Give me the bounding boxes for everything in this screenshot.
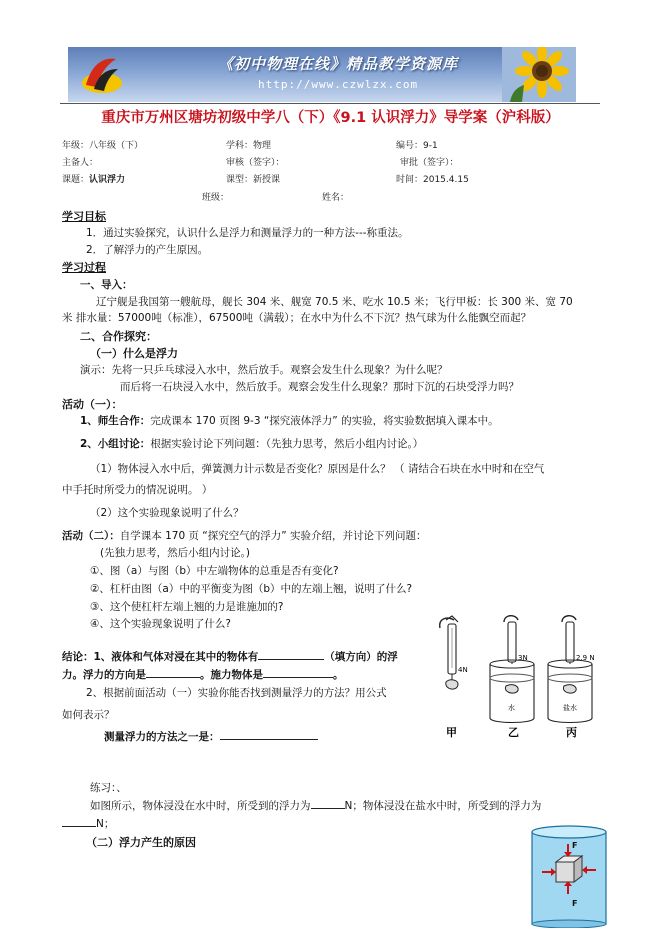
exercise-brine-force-blank[interactable] (62, 816, 96, 827)
conclusion-part-a: 结论：1、液体和气体对浸在其中的物体有 (62, 651, 259, 663)
conclusion-buoyancy-direction-blank[interactable] (146, 667, 200, 678)
question-2: （2）这个实验现象说明了什么？ (90, 507, 244, 519)
goals-heading: 学习目标 (62, 210, 106, 223)
activity-2 (62, 528, 427, 543)
method-line (104, 729, 318, 744)
intro-heading: 一、导入： (80, 279, 133, 291)
figure-label-bing: 丙 (566, 726, 577, 739)
liquid-label-water: 水 (508, 704, 515, 712)
meta-review: 审核（签字）： (226, 158, 285, 168)
section-what-is-buoyancy: （一）什么是浮力 (90, 347, 178, 360)
question-3-line-1: 2、根据前面活动（一）实验你能否找到测量浮力的方法？用公式 (86, 687, 387, 699)
demo-line-1: 演示：先将一只乒乓球浸入水中，然后放手。观察会发生什么现象？为什么呢？ (80, 364, 448, 376)
meta-class: 班级： (202, 193, 230, 203)
intro-line-2: 米 排水量：57000吨（标准），67500吨（满载）；在水中为什么不下沉？热气球为什么能飘空而起？ (62, 312, 532, 324)
demo-line-2: 而后将一石块浸入水中，然后放手。观察会发生什么现象？那时下沉的石块受浮力吗？ (120, 381, 519, 393)
activity-2-label: 活动（二）： (62, 530, 120, 542)
meta-approve: 审批（签字）： (400, 158, 459, 168)
site-logo-icon (76, 53, 128, 97)
coop-heading: 二、合作探究： (80, 330, 157, 343)
question-1-line-2: 中手托时所受力的情况说明。 ） (62, 484, 213, 496)
conclusion-part-b: （填方向）的浮 (324, 651, 398, 663)
scale-reading-brine: 2.9 N (576, 654, 595, 662)
intro-line-1: 辽宁舰是我国第一艘航母，舰长 304 米、舰宽 70.5 米、吃水 10.5 米；飞行甲板：长 300 米、宽 70 (96, 296, 573, 308)
exercise-line-1 (90, 798, 541, 813)
meta-topic-label: 课题： (62, 175, 90, 185)
scale-in-brine-group (548, 616, 595, 739)
exercise-water-force-blank[interactable] (311, 798, 345, 809)
meta-number: 编号：9-1 (396, 141, 438, 151)
banner-url[interactable]: http://www.czwlzx.com (258, 78, 419, 91)
activity-2-note: (先独力思考，然后小组内讨论。) (100, 547, 250, 559)
activity-1-item-2-text: 根据实验讨论下列问题：（先独力思考，然后小组内讨论。） (150, 438, 424, 450)
process-heading: 学习过程 (62, 261, 106, 274)
header-banner (68, 47, 576, 102)
activity-1-item-1-text: 完成课本 170 页图 9-3 “探究液体浮力” 的实验，将实验数据填入课本中。 (150, 415, 499, 427)
exercise-part-c: N； (96, 818, 115, 830)
activity-1-heading: 活动（一）： (62, 398, 123, 411)
activity-2-question: ③、这个使杠杆左端上翘的力是谁施加的? (90, 601, 284, 613)
sunflower-image-icon (502, 47, 576, 102)
meta-topic-value: 认识浮力 (89, 175, 126, 185)
conclusion-part-c: 力。浮力的方向是 (62, 669, 146, 681)
conclusion-line-2 (62, 667, 344, 682)
figure-label-jia: 甲 (446, 726, 457, 739)
force-bottom-label: F (572, 899, 578, 908)
activity-2-text: 自学课本 170 页 “探究空气的浮力” 实验介绍，并讨论下列问题： (119, 530, 427, 542)
goal-item: 1．通过实验探究，认识什么是浮力和测量浮力的一种方法---称重法。 (86, 227, 409, 239)
conclusion-part-e: 。 (333, 669, 344, 681)
document-title: 重庆市万州区塘坊初级中学八（下）《9.1 认识浮力》导学案（沪科版） (101, 110, 560, 126)
cube-pressure-figure (530, 822, 608, 928)
exercise-part-b: N；物体浸没在盐水中时，所受到的浮力为 (344, 800, 542, 812)
method-blank[interactable] (220, 729, 318, 740)
meta-preparer: 主备人： (62, 158, 99, 168)
scale-in-water-group (490, 616, 534, 739)
meta-time: 时间：2015.4.15 (396, 175, 469, 185)
exercise-part-a: 如图所示，物体浸没在水中时，所受到的浮力为 (90, 800, 311, 812)
scale-in-air-group (440, 616, 468, 739)
liquid-label-brine: 盐水 (563, 704, 577, 712)
meta-lesson-type: 课型：新授课 (226, 175, 281, 185)
question-3-line-2: 如何表示？ (62, 709, 115, 721)
meta-grade: 年级：八年级（下） (62, 141, 144, 151)
exercise-line-2 (62, 816, 114, 831)
meta-subject: 学科：物理 (226, 141, 272, 151)
activity-2-question: ④、这个实验现象说明了什么? (90, 618, 231, 630)
question-1-line-1: （1）物体浸入水中后，弹簧测力计示数是否变化？原因是什么？ （ 请结合石块在水中时和在空气 (90, 463, 545, 475)
goal-item: 2．了解浮力的产生原因。 (86, 244, 209, 256)
figure-label-yi: 乙 (508, 726, 519, 739)
scale-reading-air: 4N (458, 666, 468, 674)
activity-1-item-1-label: 1、师生合作： (80, 415, 151, 427)
header-rule (60, 103, 600, 104)
method-label: 测量浮力的方法之一是： (104, 731, 220, 743)
conclusion-direction-blank[interactable] (258, 649, 324, 660)
activity-1-item-2-label: 2、小组讨论： (80, 438, 151, 450)
scale-reading-water: 3N (518, 654, 528, 662)
conclusion-exerting-object-blank[interactable] (263, 667, 333, 678)
activity-1-item-2 (80, 436, 423, 451)
conclusion-line-1 (62, 649, 398, 664)
banner-title: 《初中物理在线》精品教学资源库 (218, 55, 459, 73)
meta-name: 姓名： (322, 193, 350, 203)
meta-topic (62, 172, 125, 185)
conclusion-part-d: 。施力物体是 (200, 669, 263, 681)
exercise-heading: 练习：、 (90, 782, 127, 794)
activity-2-question: ②、杠杆由图（a）中的平衡变为图（b）中的左端上翘，说明了什么? (90, 583, 413, 595)
section-cause-of-buoyancy: （二）浮力产生的原因 (86, 836, 196, 849)
spring-scale-figure (428, 614, 608, 742)
force-top-label: F (572, 841, 578, 850)
activity-1-item-1 (80, 413, 499, 428)
activity-2-question: ①、图（a）与图（b）中左端物体的总重是否有变化? (90, 565, 339, 577)
